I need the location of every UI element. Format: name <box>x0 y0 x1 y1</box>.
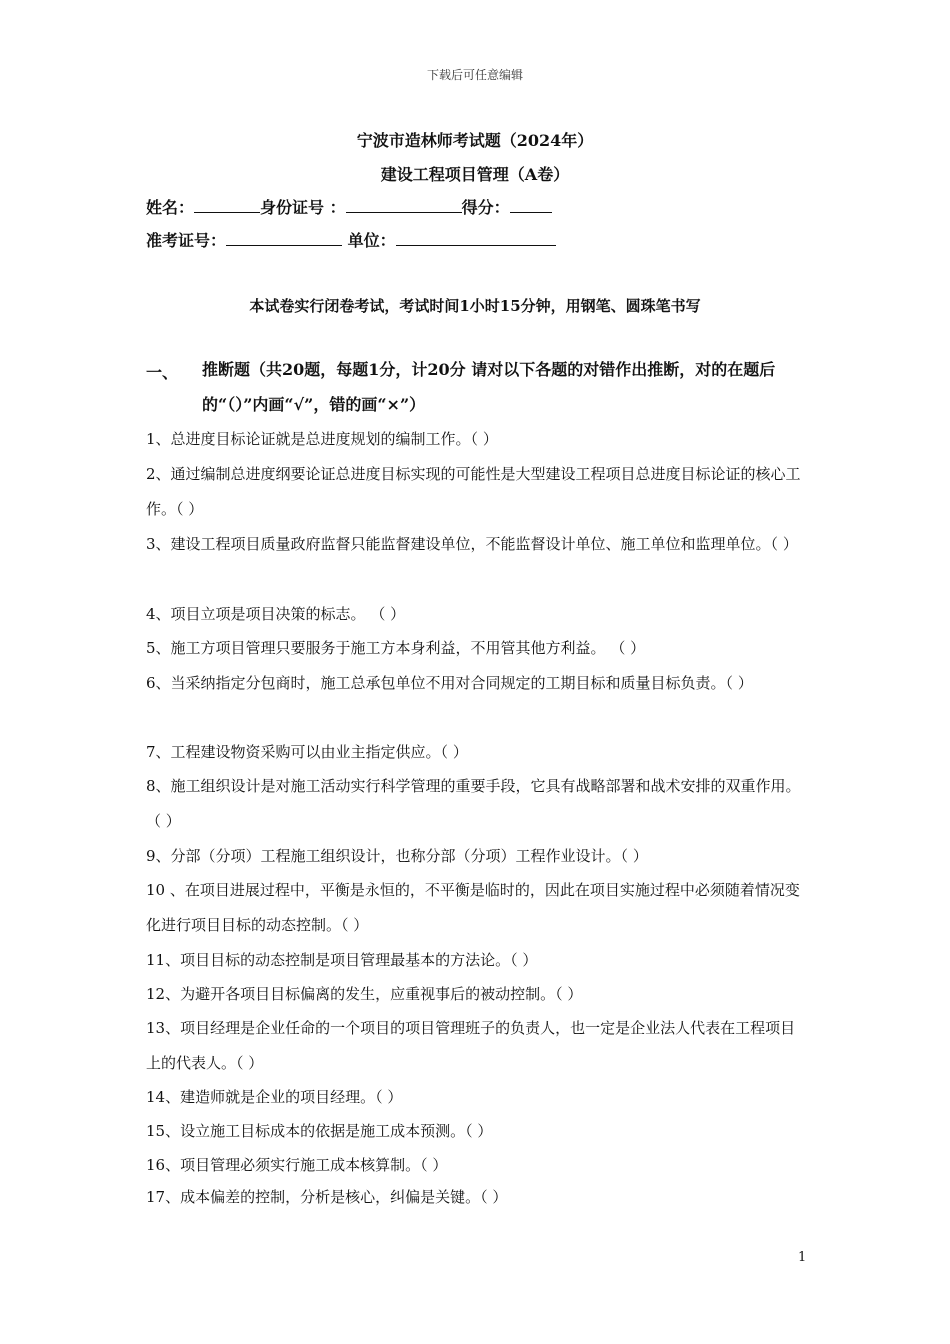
section-heading: 推断题（共20题，每题1分，计20分 请对以下各题的对错作出推断，对的在题后的“（）”内画“√”，错的画“×”） <box>202 360 776 414</box>
unit-blank[interactable] <box>396 229 556 246</box>
page-number: 1 <box>798 1250 807 1265</box>
name-label: 姓名： <box>146 198 195 217</box>
question-8: 8、施工组织设计是对施工活动实行科学管理的重要手段，它具有战略部署和战术安排的双重作用。（ ） <box>146 777 801 830</box>
exam-instruction: 本试卷实行闭卷考试，考试时间1小时15分钟，用钢笔、圆珠笔书写 <box>249 297 701 315</box>
fields-row-2 <box>146 228 556 251</box>
score-label: 得分： <box>461 198 510 217</box>
header-note: 下载后可任意编辑 <box>426 68 523 82</box>
question-14: 14、建造师就是企业的项目经理。（ ） <box>146 1088 403 1106</box>
question-3: 3、建设工程项目质量政府监督只能监督建设单位，不能监督设计单位、施工单位和监理单位。（ ） <box>146 535 798 553</box>
question-6: 6、当采纳指定分包商时，施工总承包单位不用对合同规定的工期目标和质量目标负责。（ ） <box>146 674 753 692</box>
question-7: 7、工程建设物资采购可以由业主指定供应。（ ） <box>146 743 468 761</box>
question-13: 13、项目经理是企业任命的一个项目的项目管理班子的负责人，也一定是企业法人代表在工程项目上的代表人。（ ） <box>146 1019 796 1072</box>
question-1: 1、总进度目标论证就是总进度规划的编制工作。（ ） <box>146 430 498 448</box>
question-15: 15、设立施工目标成本的依据是施工成本预测。（ ） <box>146 1122 493 1140</box>
question-10: 10 、在项目进展过程中，平衡是永恒的，不平衡是临时的，因此在项目实施过程中必须随着情况变化进行项目目标的动态控制。（ ） <box>146 881 800 934</box>
exam-no-label: 准考证号： <box>146 231 227 250</box>
question-9: 9、分部（分项）工程施工组织设计，也称分部（分项）工程作业设计。（ ） <box>146 847 648 865</box>
question-16: 16、项目管理必须实行施工成本核算制。（ ） <box>146 1156 448 1174</box>
exam-subtitle: 建设工程项目管理（A卷） <box>380 165 570 184</box>
question-4: 4、项目立项是项目决策的标志。 （ ） <box>146 605 406 623</box>
id-label: 身份证号 ： <box>260 198 346 217</box>
exam-no-blank[interactable] <box>226 229 342 246</box>
unit-label: 单位： <box>347 231 396 250</box>
fields-row-1 <box>146 195 552 218</box>
question-12: 12、为避开各项目目标偏离的发生，应重视事后的被动控制。（ ） <box>146 985 583 1003</box>
question-5: 5、施工方项目管理只要服务于施工方本身利益，不用管其他方利益。 （ ） <box>146 639 646 657</box>
question-2: 2、通过编制总进度纲要论证总进度目标实现的可能性是大型建设工程项目总进度目标论证的核心工作。（ ） <box>146 465 801 518</box>
question-11: 11、项目目标的动态控制是项目管理最基本的方法论。（ ） <box>146 951 538 969</box>
question-17: 17、成本偏差的控制，分析是核心，纠偏是关键。（ ） <box>146 1188 508 1206</box>
id-blank[interactable] <box>346 196 462 213</box>
exam-title: 宁波市造林师考试题（2024年） <box>356 131 594 150</box>
score-blank[interactable] <box>510 196 552 213</box>
name-blank[interactable] <box>194 196 260 213</box>
section-number: 一、 <box>146 363 179 382</box>
